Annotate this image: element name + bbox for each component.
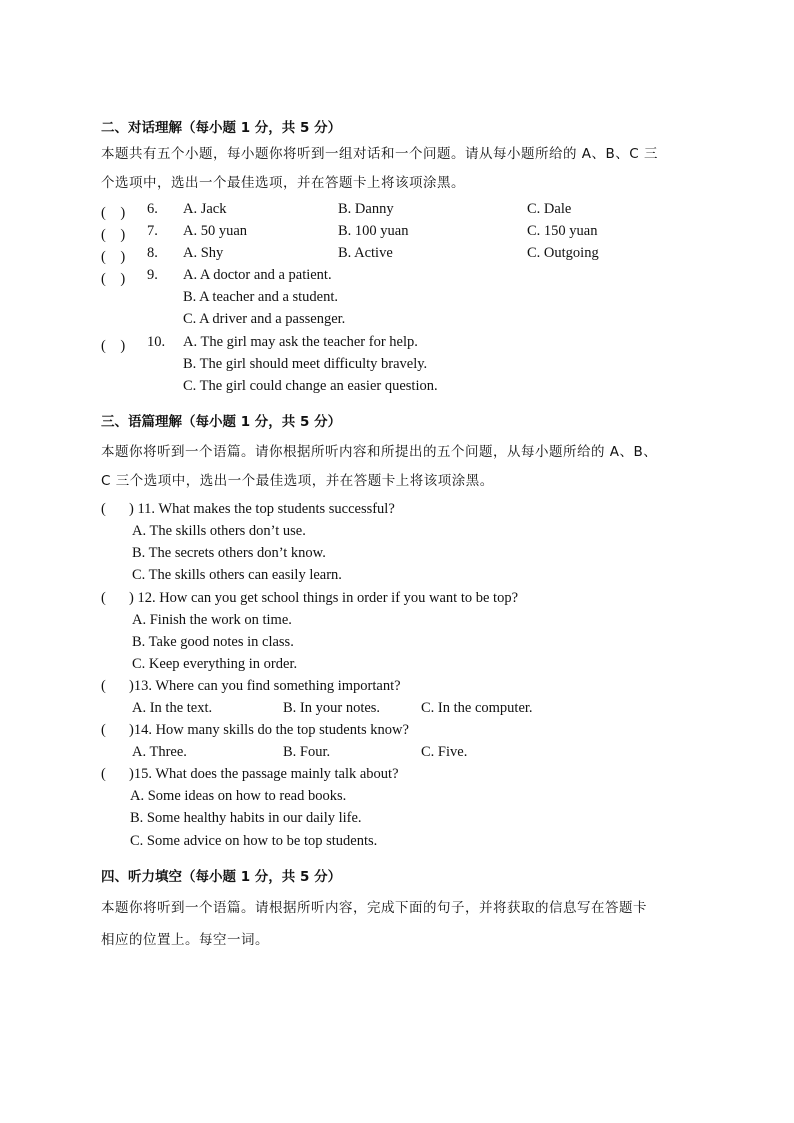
q7-option-a: A. 50 yuan (183, 223, 248, 239)
q9-answer-paren[interactable]: ( ) (101, 271, 126, 287)
q15-stem: )15. What does the passage mainly talk about? (129, 766, 399, 782)
q6-number: 6. (147, 201, 158, 217)
section2-intro-line1: 本题共有五个小题，每小题你将听到一组对话和一个问题。请从每小题所给的 A、B、C 三 (101, 146, 659, 162)
q13-option-b: B. In your notes. (283, 700, 381, 716)
section2-intro-line2: 个选项中，选出一个最佳选项，并在答题卡上将该项涂黑。 (101, 175, 465, 191)
q13-stem: )13. Where can you find something important? (129, 678, 401, 694)
section3-heading: 三、语篇理解（每小题 1 分，共 5 分） (101, 414, 342, 430)
q6-answer-paren[interactable]: ( ) (101, 205, 126, 221)
q13-answer-paren[interactable]: ( (101, 678, 106, 694)
q7-option-b: B. 100 yuan (338, 223, 409, 239)
q11-option-c: C. The skills others can easily learn. (132, 567, 342, 583)
q10-answer-paren[interactable]: ( ) (101, 338, 126, 354)
q14-option-a: A. Three. (132, 744, 187, 760)
q12-option-c: C. Keep everything in order. (132, 656, 298, 672)
q7-number: 7. (147, 223, 158, 239)
q14-option-b: B. Four. (283, 744, 331, 760)
q8-option-c: C. Outgoing (527, 245, 599, 261)
q10-option-a: A. The girl may ask the teacher for help. (183, 334, 418, 350)
q14-option-c: C. Five. (421, 744, 468, 760)
q15-answer-paren[interactable]: ( (101, 766, 106, 782)
q10-option-c: C. The girl could change an easier question. (183, 378, 438, 394)
q9-option-c: C. A driver and a passenger. (183, 311, 346, 327)
q15-option-a: A. Some ideas on how to read books. (130, 788, 347, 804)
q11-stem: ) 11. What makes the top students successful? (129, 501, 395, 517)
q6-option-c: C. Dale (527, 201, 572, 217)
q8-option-b: B. Active (338, 245, 393, 261)
q12-stem: ) 12. How can you get school things in order if you want to be top? (129, 590, 519, 606)
q10-option-b: B. The girl should meet difficulty bravely. (183, 356, 428, 372)
q11-option-b: B. The secrets others don’t know. (132, 545, 326, 561)
q8-answer-paren[interactable]: ( ) (101, 249, 126, 265)
q11-answer-paren[interactable]: ( (101, 501, 106, 517)
q8-option-a: A. Shy (183, 245, 224, 261)
q9-option-b: B. A teacher and a student. (183, 289, 339, 305)
q12-option-a: A. Finish the work on time. (132, 612, 292, 628)
q15-option-b: B. Some healthy habits in our daily life. (130, 810, 362, 826)
q6-option-b: B. Danny (338, 201, 394, 217)
section2-heading: 二、对话理解（每小题 1 分，共 5 分） (101, 120, 342, 136)
section3-intro-line2: C 三个选项中，选出一个最佳选项，并在答题卡上将该项涂黑。 (101, 473, 494, 489)
q14-stem: )14. How many skills do the top students know? (129, 722, 409, 738)
section4-intro-line2: 相应的位置上。每空一词。 (101, 932, 269, 948)
q6-option-a: A. Jack (183, 201, 227, 217)
q9-number: 9. (147, 267, 158, 283)
q12-option-b: B. Take good notes in class. (132, 634, 294, 650)
q7-answer-paren[interactable]: ( ) (101, 227, 126, 243)
q12-answer-paren[interactable]: ( (101, 590, 106, 606)
q7-option-c: C. 150 yuan (527, 223, 598, 239)
q15-option-c: C. Some advice on how to be top students. (130, 833, 378, 849)
section3-intro-line1: 本题你将听到一个语篇。请你根据所听内容和所提出的五个问题，从每小题所给的 A、B、 (101, 444, 658, 460)
q8-number: 8. (147, 245, 158, 261)
q10-number: 10. (147, 334, 166, 350)
section4-intro-line1: 本题你将听到一个语篇。请根据所听内容，完成下面的句子，并将获取的信息写在答题卡 (101, 900, 647, 916)
q9-option-a: A. A doctor and a patient. (183, 267, 332, 283)
q13-option-a: A. In the text. (132, 700, 213, 716)
q14-answer-paren[interactable]: ( (101, 722, 106, 738)
q13-option-c: C. In the computer. (421, 700, 533, 716)
section4-heading: 四、听力填空（每小题 1 分，共 5 分） (101, 869, 342, 885)
q11-option-a: A. The skills others don’t use. (132, 523, 306, 539)
